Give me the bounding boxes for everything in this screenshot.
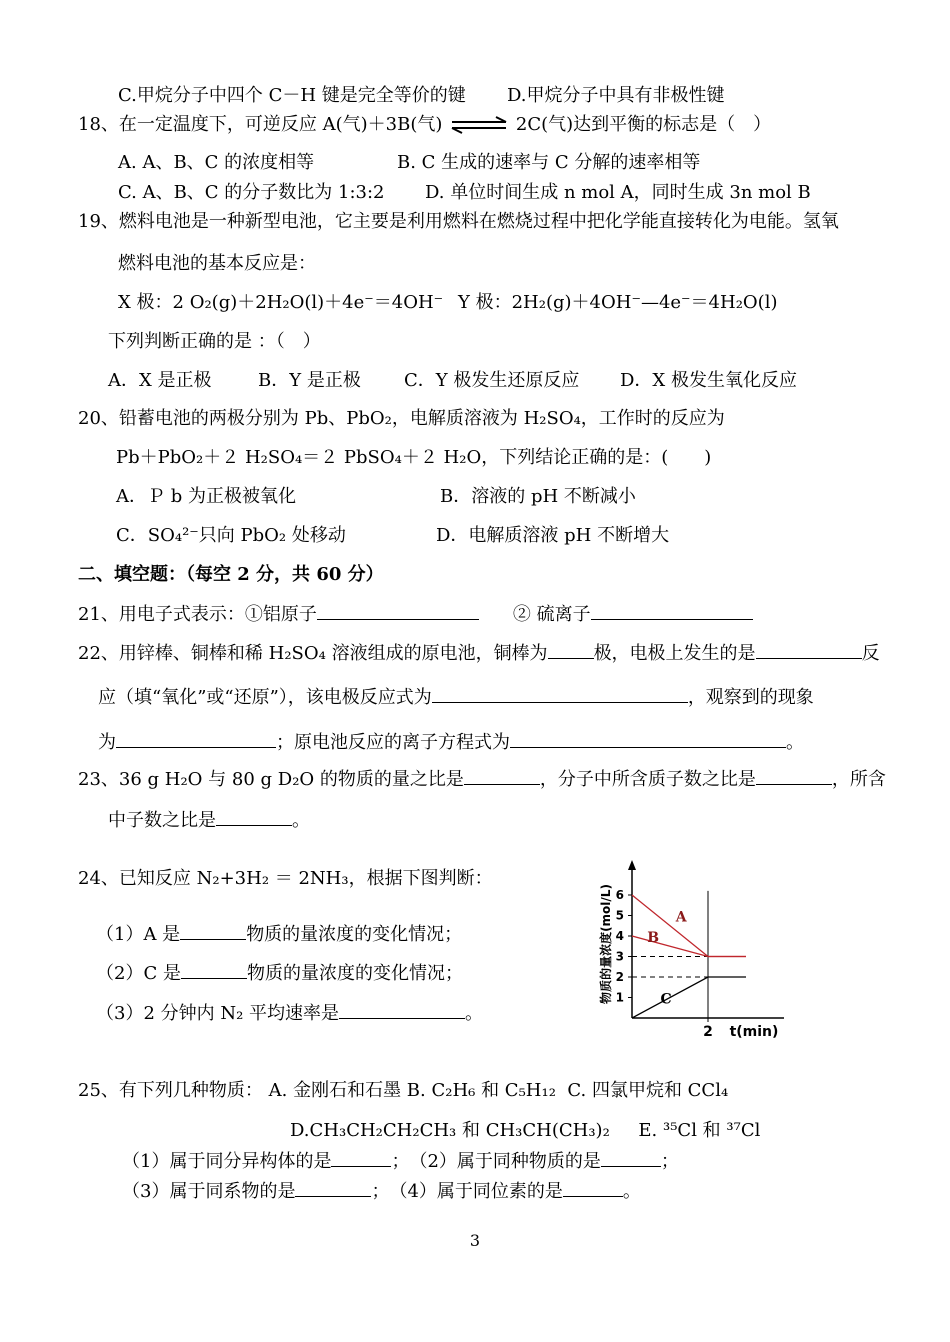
series-label-a: A — [675, 909, 687, 926]
q24-part2: （2）C 是 物质的量浓度的变化情况； — [96, 960, 463, 986]
q23-line2: 中子数之比是 。 — [108, 807, 310, 833]
answer-blank[interactable] — [756, 766, 832, 785]
q24-stem: 24、已知反应 N₂+3H₂ ＝ 2NH₃，根据下图判断： — [78, 868, 493, 889]
q18-option-d: D. 单位时间生成 n mol A，同时生成 3n mol B — [425, 182, 811, 203]
q19-x-pole: X 极：2 O₂(g)＋2H₂O(l)＋4e⁻＝4OH⁻ — [118, 292, 444, 313]
q20-option-d: D．电解质溶液 pH 不断增大 — [436, 525, 670, 546]
chart-y-axis-label: 物质的量浓度(mol/L) — [599, 884, 613, 1004]
q22-line1: 22、用锌棒、铜棒和稀 H₂SO₄ 溶液组成的原电池，铜棒为 极，电极上发生的是 反 — [78, 640, 880, 666]
answer-blank[interactable] — [216, 807, 292, 826]
series-line-c — [632, 977, 746, 1018]
y-axis-arrow-icon — [628, 860, 636, 870]
answer-blank[interactable] — [548, 640, 594, 659]
section-heading: 二、填空题：（每空 2 分，共 60 分） — [78, 564, 384, 585]
q18-option-a: A. A、B、C 的浓度相等 — [118, 152, 315, 173]
y-tick-label: 1 — [615, 990, 624, 1005]
concentration-time-chart — [588, 858, 788, 1044]
q25-stem: 25、有下列几种物质： A. 金刚石和石墨 B. C₂H₆ 和 C₅H₁₂ C. 四氯甲烷和 CCl₄ — [78, 1080, 729, 1101]
answer-blank[interactable] — [432, 684, 688, 703]
q19-stem-line2: 燃料电池的基本反应是： — [118, 253, 316, 274]
answer-blank[interactable] — [180, 921, 246, 940]
q19-ask: 下列判断正确的是 ：（ ） — [108, 331, 321, 352]
q19-y-pole: Y 极：2H₂(g)＋4OH⁻—4e⁻＝4H₂O(l) — [458, 292, 778, 313]
answer-blank[interactable] — [116, 729, 276, 748]
q25-line2: D.CH₃CH₂CH₂CH₃ 和 CH₃CH(CH₃)₂ E. ³⁵Cl 和 ³⁷Cl — [290, 1120, 761, 1141]
series-label-b: B — [647, 930, 660, 947]
q17-option-d: D.甲烷分子中具有非极性键 — [507, 85, 725, 106]
q20-stem-line2: Pb＋PbO₂＋２ H₂SO₄＝２ PbSO₄＋２ H₂O，下列结论正确的是：( ) — [116, 447, 712, 468]
q25-parts-3-4: （3）属于同系物的是 ； （4）属于同位素的是 。 — [122, 1178, 641, 1204]
q18-stem: 18、在一定温度下，可逆反应 A(气)＋3B(气) 2C(气)达到平衡的标志是（ ） — [78, 114, 772, 135]
q19-option-d: D．X 极发生氧化反应 — [620, 370, 797, 391]
answer-blank[interactable] — [756, 640, 862, 659]
y-tick-label: 4 — [615, 929, 624, 943]
equilibrium-arrow-icon — [448, 113, 510, 137]
y-tick-label: 6 — [615, 888, 624, 902]
q20-option-a: A．Ｐ b 为正极被氧化 — [116, 486, 296, 507]
q20-stem-line1: 20、铅蓄电池的两极分别为 Pb、PbO₂，电解质溶液为 H₂SO₄，工作时的反应为 — [78, 408, 725, 429]
page-number: 3 — [469, 1231, 481, 1250]
answer-blank[interactable] — [331, 1148, 391, 1167]
q22-line2: 应（填“氧化”或“还原”），该电极反应式为 ，观察到的现象 — [98, 684, 814, 710]
x-tick-label: 2 — [703, 1024, 713, 1040]
answer-blank[interactable] — [563, 1178, 623, 1197]
q18-option-c: C. A、B、C 的分子数比为 1:3:2 — [118, 182, 385, 203]
answer-blank[interactable] — [601, 1148, 661, 1167]
y-tick-label: 3 — [615, 949, 624, 964]
chart-x-axis-label: t(min) — [729, 1024, 779, 1040]
y-tick-label: 2 — [615, 970, 624, 984]
q19-option-a: A．X 是正极 — [108, 370, 212, 391]
answer-blank[interactable] — [464, 766, 540, 785]
series-label-c: C — [660, 991, 672, 1008]
q22-line3: 为 ；原电池反应的离子方程式为 。 — [98, 729, 804, 755]
q21-line: 21、用电子式表示：①铝原子 ② 硫离子 — [78, 601, 753, 627]
answer-blank[interactable] — [339, 1000, 465, 1019]
q19-option-b: B．Y 是正极 — [258, 370, 361, 391]
answer-blank[interactable] — [295, 1178, 371, 1197]
q19-stem-line1: 19、燃料电池是一种新型电池，它主要是利用燃料在燃烧过程中把化学能直接转化为电能。氢氧 — [78, 211, 839, 232]
q17-option-c: C.甲烷分子中四个 C－H 键是完全等价的键 — [118, 85, 466, 106]
answer-blank[interactable] — [591, 601, 753, 620]
answer-blank[interactable] — [510, 729, 786, 748]
q19-option-c: C．Y 极发生还原反应 — [404, 370, 580, 391]
q24-part3: （3）2 分钟内 N₂ 平均速率是 。 — [96, 1000, 483, 1026]
q20-option-b: B．溶液的 pH 不断减小 — [440, 486, 636, 507]
answer-blank[interactable] — [317, 601, 479, 620]
series-line-a — [632, 895, 746, 957]
q18-option-b: B. C 生成的速率与 C 分解的速率相等 — [397, 152, 701, 173]
q23-line1: 23、36 g H₂O 与 80 g D₂O 的物质的量之比是 ，分子中所含质子数之比是 ，所含 — [78, 766, 886, 792]
q24-part1: （1）A 是 物质的量浓度的变化情况； — [96, 921, 462, 947]
q20-option-c: C．SO₄²⁻只向 PbO₂ 处移动 — [116, 525, 346, 546]
q25-parts-1-2: （1）属于同分异构体的是 ； （2）属于同种物质的是 ； — [122, 1148, 679, 1174]
answer-blank[interactable] — [181, 960, 247, 979]
y-tick-label: 5 — [615, 908, 624, 923]
